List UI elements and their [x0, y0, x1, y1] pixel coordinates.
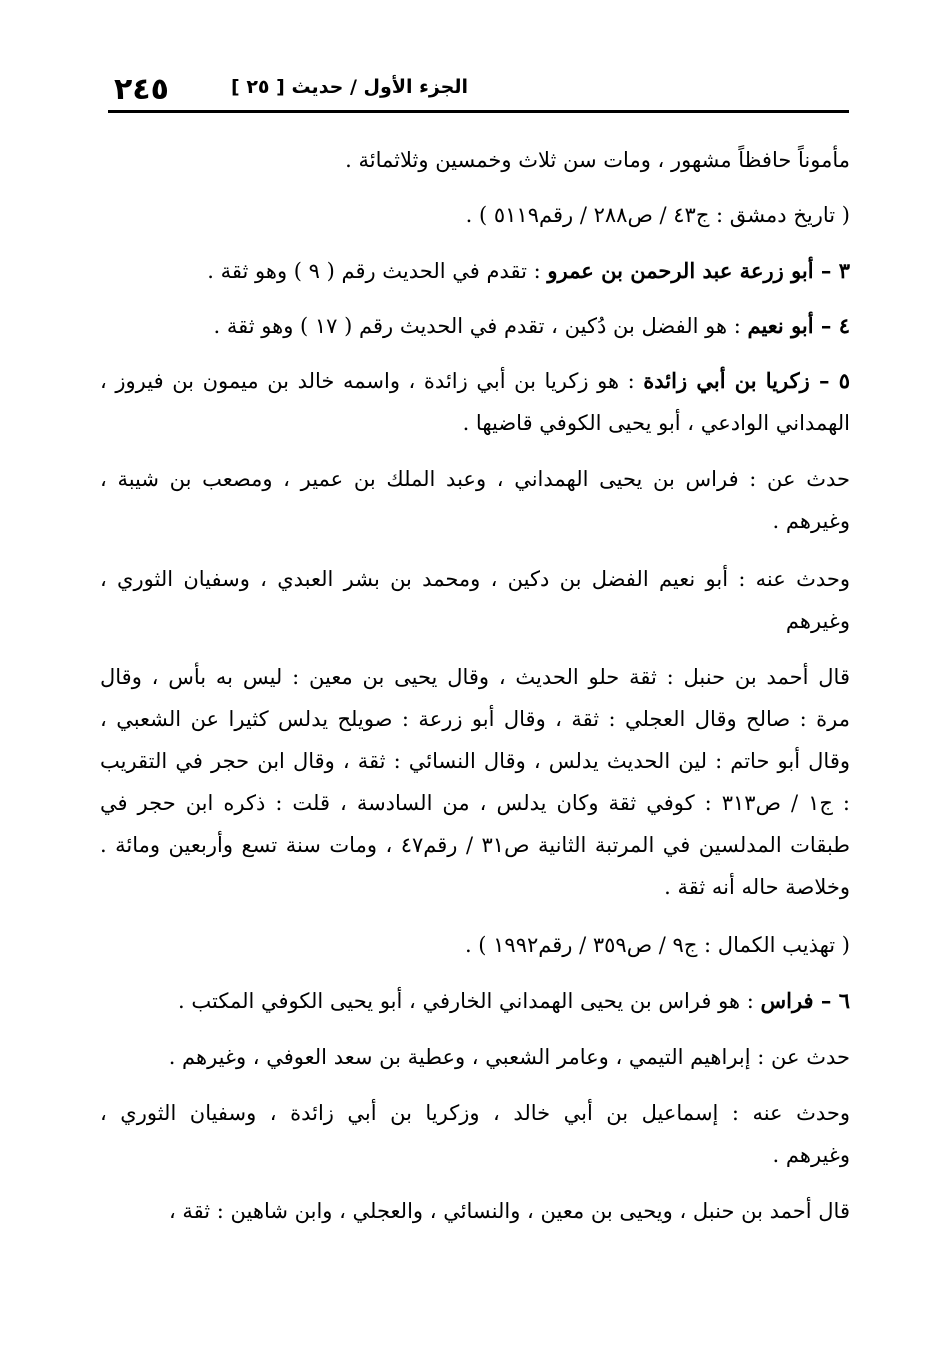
narrator-entry-5: ٥ – زكريا بن أبي زائدة : هو زكريا بن أبي زائدة ، واسمه خالد بن ميمون بن فيروز ، — [100, 368, 851, 393]
text-line: : ج١ / ص٣١٣ : كوفي ثقة وكان يدلس ، من السادسة ، قلت : ذكره ابن حجر في — [100, 791, 850, 815]
text-line: قال أحمد بن حنبل ، ويحيى بن معين ، والنسائي ، والعجلي ، وابن شاهين : ثقة ، — [168, 1199, 850, 1223]
running-title: الجزء الأول / حديث [ ٢٥ ] — [231, 76, 468, 98]
narrator-name: ٥ – زكريا بن أبي زائدة — [643, 368, 851, 393]
text-line: وخلاصة حاله أنه ثقة . — [664, 875, 850, 899]
page-number: ٢٤٥ — [114, 72, 169, 107]
narrator-entry-6: ٦ – فراس : هو فراس بن يحيى الهمداني الخارفي ، أبو يحيى الكوفي المكتب . — [178, 988, 850, 1013]
narrator-entry-3: ٣ – أبو زرعة عبد الرحمن بن عمرو : تقدم في الحديث رقم ( ٩ ) وهو ثقة . — [207, 258, 850, 283]
page-header — [108, 70, 849, 113]
citation-line: ( تهذيب الكمال : ج٩ / ص٣٥٩ / رقم١٩٩٢ ) . — [464, 933, 850, 957]
text-line: وحدث عنه : أبو نعيم الفضل بن دكين ، ومحمد بن بشر العبدي ، وسفيان الثوري ، — [100, 567, 850, 591]
narrator-name: ٤ – أبو نعيم — [747, 313, 850, 338]
citation-line: ( تاريخ دمشق : ج٤٣ / ص٢٨٨ / رقم٥١١٩ ) . — [465, 203, 850, 227]
narrator-name: ٦ – فراس — [760, 988, 850, 1013]
text-line: وغيرهم . — [772, 1143, 850, 1167]
text-line: حدث عن : إبراهيم التيمي ، وعامر الشعبي ، وعطية بن سعد العوفي ، وغيرهم . — [168, 1045, 850, 1069]
text-line: قال أحمد بن حنبل : ثقة حلو الحديث ، وقال يحيى بن معين : ليس به بأس ، وقال — [100, 665, 850, 689]
text-line: طبقات المدلسين في المرتبة الثانية ص٣١ / رقم٤٧ ، ومات سنة تسع وأربعين ومائة . — [100, 833, 850, 857]
text-line: الهمداني الوادعي ، أبو يحيى الكوفي قاضيها . — [462, 411, 850, 435]
text-line: وحدث عنه : إسماعيل بن أبي خالد ، وزكريا بن أبي زائدة ، وسفيان الثوري ، — [100, 1101, 850, 1125]
text-line: مرة : صالح وقال العجلي : ثقة ، وقال أبو زرعة : صويلح يدلس كثيرا عن الشعبي ، — [100, 707, 850, 731]
narrator-entry-4: ٤ – أبو نعيم : هو الفضل بن دُكين ، تقدم في الحديث رقم ( ١٧ ) وهو ثقة . — [213, 313, 850, 338]
text-line: حدث عن : فراس بن يحيى الهمداني ، وعبد الملك بن عمير ، ومصعب بن شيبة ، — [100, 467, 850, 491]
narrator-name: ٣ – أبو زرعة عبد الرحمن بن عمرو — [547, 258, 850, 283]
text-line: وقال أبو حاتم : لين الحديث يدلس ، وقال النسائي : ثقة ، وقال ابن حجر في التقريب — [100, 749, 850, 773]
text-line: مأموناً حافظاً مشهور ، ومات سن ثلاث وخمسين وثلاثمائة . — [345, 148, 850, 172]
text-line: وغيرهم — [785, 609, 850, 633]
text-line: وغيرهم . — [772, 509, 850, 533]
